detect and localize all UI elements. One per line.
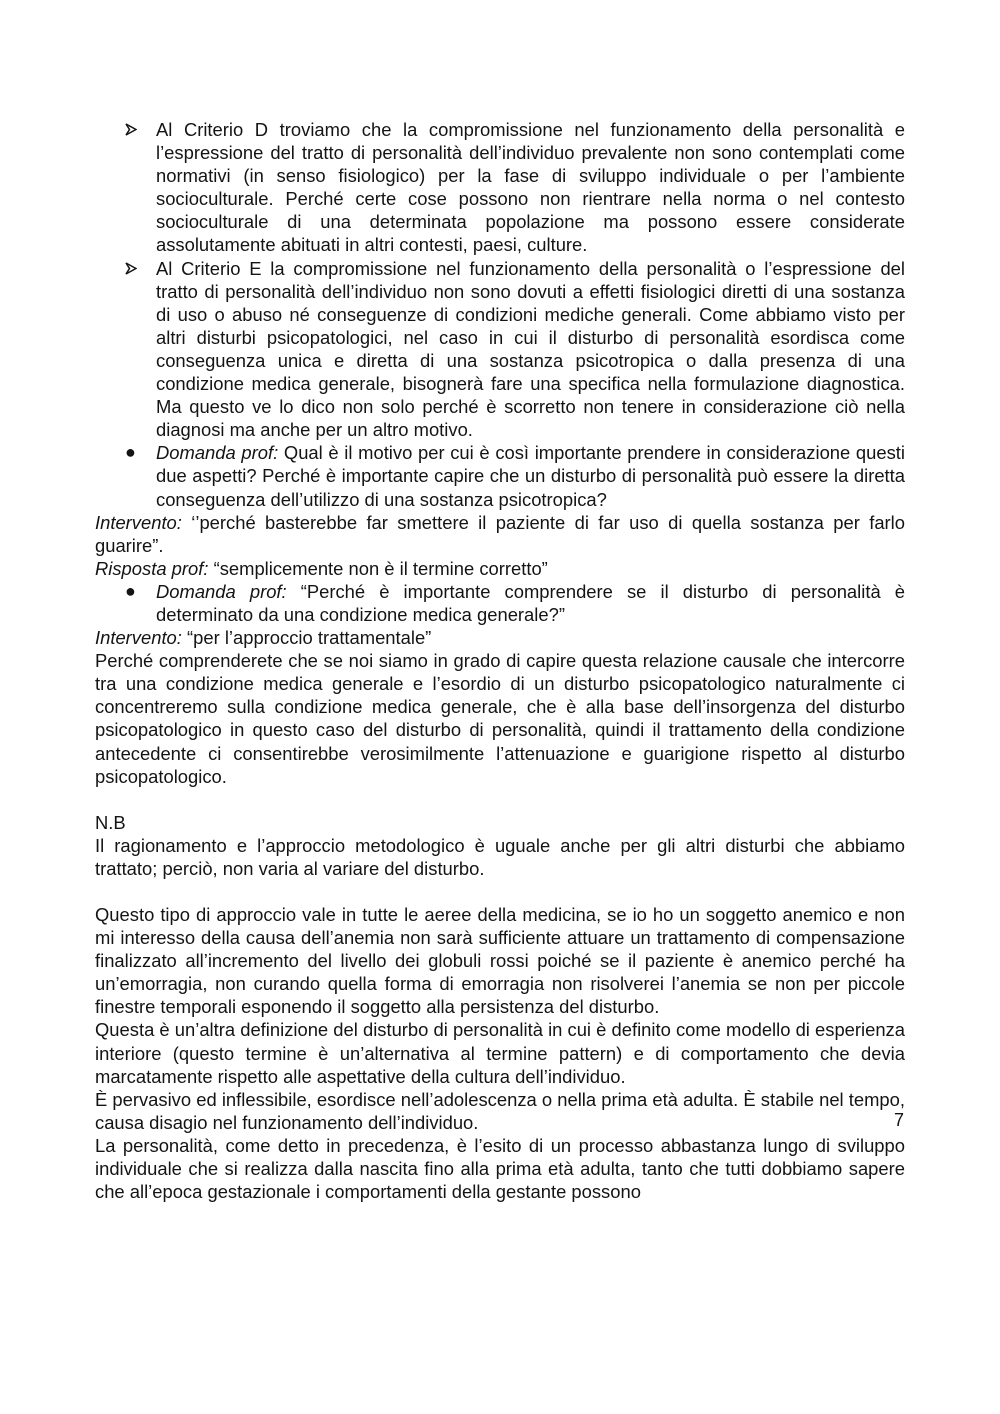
question-label: Domanda prof: — [156, 580, 287, 602]
intervento-text: “per l’approccio trattamentale” — [181, 627, 432, 649]
spacer — [95, 880, 905, 903]
paragraph-pervasive: È pervasivo ed inflessibile, esordisce nell’adolescenza o nella prima età adulta. È stabile nel tempo, causa disagio nel funzionamento dell’individuo. — [95, 1088, 905, 1133]
risposta-prof — [95, 557, 905, 580]
risposta-label: Risposta prof: — [95, 557, 209, 579]
question-label: Domanda prof: — [156, 442, 279, 464]
arrow-bullet-icon — [125, 257, 145, 275]
paragraph-causal-relation: Perché comprenderete che se noi siamo in grado di capire questa relazione causale che intercorre tra una condizione medica generale e l’esordio di un disturbo psicopatologico naturalmente ci concentreremo sulla condizione medica generale, che è alla base dell’insorgenza del disturbo psicopatologico in questo caso del disturbo di personalità, quindi il trattamento della condizione antecedente ci consentirebbe verosimilmente l’attenuazione e guarigione rispetto al disturbo psicopatologico. — [95, 650, 905, 787]
question-item-1 — [95, 441, 905, 510]
question-item-2 — [95, 580, 905, 626]
paragraph-definition: Questa è un’altra definizione del disturbo di personalità in cui è definito come modello di esperienza interiore (questo termine è un’alternativa al termine pattern) e di comportamento che devia marcatamente rispetto alle aspettative della cultura dell’individuo. — [95, 1019, 905, 1087]
intervento-1 — [95, 511, 905, 557]
page-number: 7 — [893, 1110, 904, 1130]
list-item-text: Al Criterio D troviamo che la compromissione nel funzionamento della personalità e l’espressione del tratto di personalità dell’individuo prevalente non sono contemplati come normativi (in senso fisiologico) per la fase di sviluppo individuale o per l’ambiente socioculturale. Perché certe cose possono non rientrare nella norma o nel contesto socioculturale di una determinata popolazione ma possono essere considerate assolutamente abituati in altri contesti, paesi, culture. — [156, 119, 905, 256]
list-item-criterio-d — [95, 118, 905, 257]
risposta-text: “semplicemente non è il termine corretto” — [208, 557, 548, 579]
question-text: Qual è il motivo per cui è così importante prendere in considerazione questi due aspetti? Perché è importante capire che un disturbo di personalità può essere la diretta conseguenza dell’utilizzo di una sostanza psicotropica? — [156, 442, 905, 510]
list-item-text: Al Criterio E la compromissione nel funzionamento della personalità o l’espressione del tratto di personalità dell’individuo non sono dovuti a effetti fisiologici diretti di una sostanza di uso o abuso né conseguenze di condizioni mediche generali. Come abbiamo visto per altri disturbi psicopatologici, nel caso in cui il disturbo di personalità esordisca come conseguenza unica e diretta di una sostanza psicotropica o dalla presenza di una condizione medica generale, bisognerà fare una specifica nella formulazione diagnostica. Ma questo ve lo dico non solo perché è scorretto non tenere in considerazione ciò nella diagnosi ma anche per un altro motivo. — [156, 257, 905, 441]
bullet-dot-icon: ● — [125, 580, 136, 601]
intervento-label: Intervento: — [95, 511, 182, 533]
paragraph-methodology: Il ragionamento e l’approccio metodologico è uguale anche per gli altri disturbi che abbiamo trattato; perciò, non varia al variare del disturbo. — [95, 834, 905, 879]
list-item-criterio-e — [95, 257, 905, 442]
paragraph-anemia-example: Questo tipo di approccio vale in tutte le aeree della medicina, se io ho un soggetto anemico e non mi interesso della causa dell’anemia non sarà sufficiente attuare un trattamento di compensazione finalizzato all’incremento del livello dei globuli rossi poiché se il paziente è anemico perché ha un’emorragia, non curando quella forma di emorragia non risolverei l’anemia se non per piccole finestre temporali esponendo il soggetto alla persistenza del disturbo. — [95, 904, 905, 1018]
arrow-bullet-icon — [125, 118, 145, 136]
bullet-dot-icon: ● — [125, 442, 136, 463]
nb-heading: N.B — [95, 811, 126, 833]
intervento-2 — [95, 626, 905, 649]
question-text: “Perché è importante comprendere se il disturbo di personalità è determinato da una condizione medica generale?” — [156, 580, 905, 625]
paragraph-personality: La personalità, come detto in precedenza, è l’esito di un processo abbastanza lungo di sviluppo individuale che si realizza dalla nascita fino alla prima età adulta, tanto che tutti dobbiamo sapere che all’epoca gestazionale i comportamenti della gestante possono — [95, 1134, 905, 1203]
document-page — [95, 118, 905, 1203]
intervento-label: Intervento: — [95, 627, 182, 649]
spacer — [95, 788, 905, 811]
intervento-text: ‘’perché basterebbe far smettere il paziente di far uso di quella sostanza per farlo guarire”. — [95, 511, 905, 556]
